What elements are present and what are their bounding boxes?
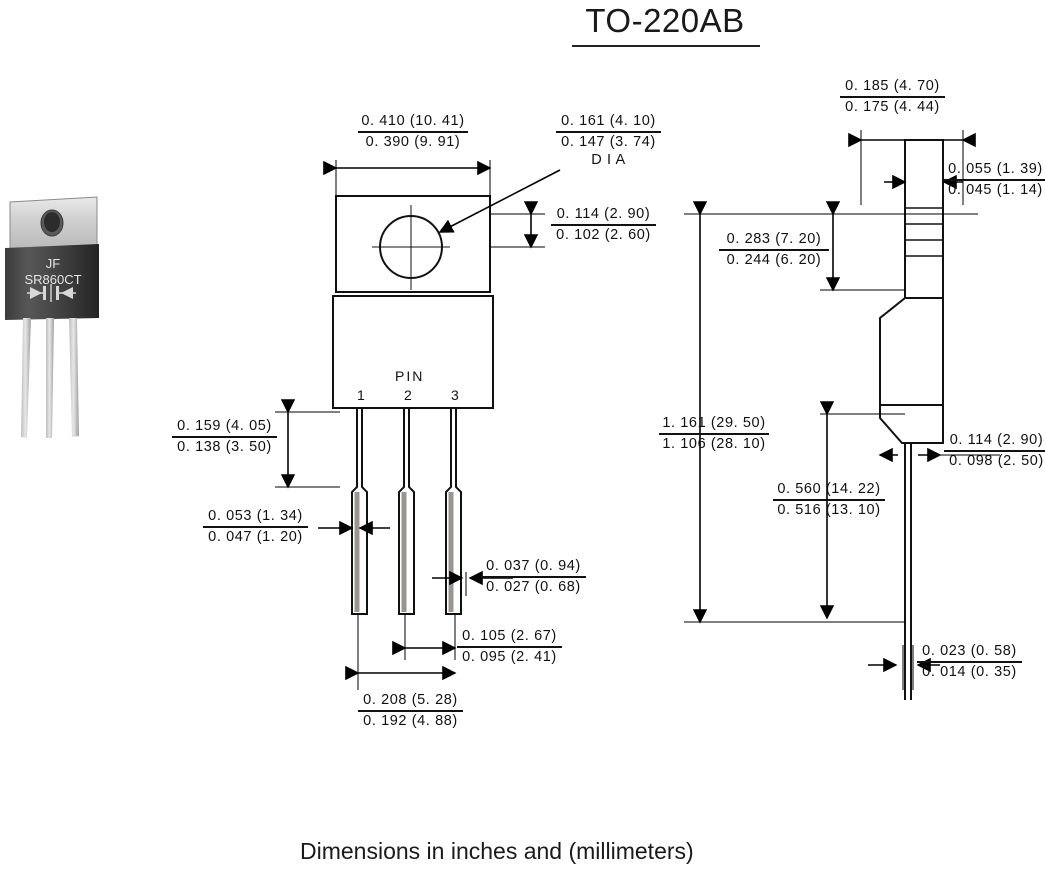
dim-lead-thin-max: 0. 037 (0. 94) <box>486 558 581 574</box>
side-view-dimension-lines <box>684 130 1000 690</box>
dim-lead-thickness-min: 0. 014 (0. 35) <box>922 663 1017 680</box>
dim-lead-wide-min: 0. 047 (1. 20) <box>208 528 303 545</box>
dim-body-height-min: 0. 516 (13. 10) <box>777 501 881 518</box>
package-photo <box>5 197 99 438</box>
dim-side-thickness-min: 0. 175 (4. 44) <box>845 98 940 115</box>
dim-hole-center-min: 0. 102 (2. 60) <box>556 226 651 243</box>
front-view-dimension-lines <box>275 160 560 690</box>
photo-label-line2: SR860CT <box>24 272 82 287</box>
side-view-lead <box>905 443 911 700</box>
dim-lead-spacing-inner <box>457 628 562 666</box>
dim-body-height-max: 0. 560 (14. 22) <box>777 481 881 497</box>
dim-side-tab-thickness <box>943 161 1045 199</box>
dim-side-tab-height-min: 0. 244 (6. 20) <box>726 251 822 268</box>
dim-hole-dia-note: D I A <box>591 151 626 168</box>
dim-lead-wide <box>203 508 308 546</box>
dim-lead-thickness-max: 0. 023 (0. 58) <box>922 643 1017 659</box>
dim-lead-shoulder-min: 0. 098 (2. 50) <box>949 452 1044 469</box>
dim-side-thickness-max: 0. 185 (4. 70) <box>845 78 940 94</box>
dim-hole-dia-min: 0. 147 (3. 74) <box>561 133 656 150</box>
front-view-leads <box>352 408 461 614</box>
dim-side-tab-height <box>719 231 829 269</box>
dim-tab-height-max: 0. 159 (4. 05) <box>177 418 272 434</box>
dim-lead-thickness <box>917 643 1022 681</box>
dim-body-height <box>773 481 885 519</box>
dim-lead-thin-min: 0. 027 (0. 68) <box>486 578 581 595</box>
dim-lead-wide-max: 0. 053 (1. 34) <box>208 508 303 524</box>
pin-2-label: 2 <box>404 387 414 403</box>
pin-1-label: 1 <box>357 387 367 403</box>
front-view-centerlines <box>372 205 450 290</box>
dim-lead-spacing-outer <box>358 692 463 730</box>
dim-body-width-max: 0. 410 (10. 41) <box>361 113 465 129</box>
photo-label-line1: JF <box>45 256 61 271</box>
dim-hole-dia <box>556 113 661 169</box>
dim-body-width-min: 0. 390 (9. 91) <box>365 133 461 150</box>
dim-overall-height-min: 1. 106 (28. 10) <box>662 435 766 452</box>
dim-side-tab-thickness-max: 0. 055 (1. 39) <box>948 161 1043 177</box>
dim-overall-height <box>659 415 769 453</box>
side-view-outline <box>880 140 943 443</box>
dim-hole-center <box>551 206 656 244</box>
page-title: TO-220AB <box>585 2 745 39</box>
dim-overall-height-max: 1. 161 (29. 50) <box>662 415 766 431</box>
dim-lead-spacing-inner-max: 0. 105 (2. 67) <box>462 628 557 644</box>
dim-lead-thin <box>481 558 586 596</box>
dim-lead-shoulder-max: 0. 114 (2. 90) <box>949 432 1044 448</box>
dim-body-width <box>358 113 468 151</box>
dim-side-tab-thickness-min: 0. 045 (1. 14) <box>948 181 1043 198</box>
dim-side-thickness <box>840 78 945 116</box>
dim-lead-spacing-inner-min: 0. 095 (2. 41) <box>462 648 557 665</box>
dim-hole-dia-max: 0. 161 (4. 10) <box>561 113 656 129</box>
dim-hole-center-max: 0. 114 (2. 90) <box>556 206 651 222</box>
footer-note: Dimensions in inches and (millimeters) <box>300 838 694 864</box>
dim-lead-spacing-outer-min: 0. 192 (4. 88) <box>363 712 458 729</box>
pin-3-label: 3 <box>451 387 461 403</box>
dim-lead-spacing-outer-max: 0. 208 (5. 28) <box>363 692 458 708</box>
dim-tab-height-min: 0. 138 (3. 50) <box>177 438 272 455</box>
dim-side-tab-height-max: 0. 283 (7. 20) <box>726 231 822 247</box>
dim-lead-shoulder <box>944 432 1045 470</box>
pin-caption: PIN <box>395 368 425 384</box>
dim-tab-height <box>172 418 277 456</box>
side-view-knurl <box>905 208 943 256</box>
